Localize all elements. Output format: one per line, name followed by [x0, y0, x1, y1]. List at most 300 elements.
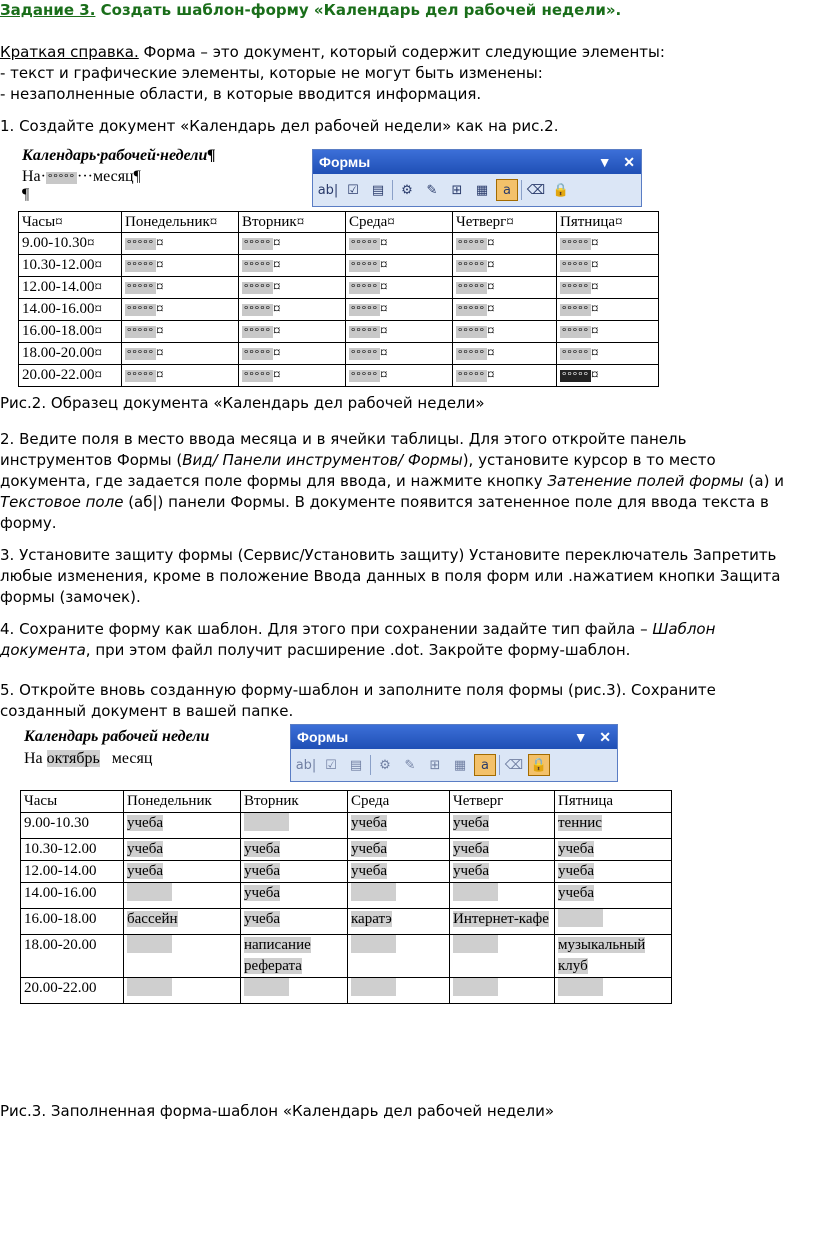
toolbar-controls	[574, 725, 611, 749]
form-field[interactable]: °°°°°	[562, 260, 589, 272]
figure-2-title: Календарь·рабочей·недели¶	[22, 147, 216, 164]
form-field[interactable]: учеба	[127, 841, 163, 857]
button-name: Затенение полей формы	[547, 472, 744, 490]
file-type: Шаблон	[652, 620, 716, 638]
form-field[interactable]: учеба	[351, 815, 387, 831]
form-field[interactable]: учеба	[244, 863, 280, 879]
cell-mark: ¤	[380, 279, 388, 295]
cell-mark: ¤	[273, 323, 281, 339]
toolbar-title: Формы	[297, 729, 349, 745]
form-cell	[557, 277, 659, 299]
form-field[interactable]: музыкальный клуб	[558, 937, 646, 974]
day-cell	[241, 978, 348, 1004]
form-field[interactable]: °°°°°	[458, 282, 485, 294]
reset-fields-icon[interactable]: ⌫	[526, 182, 546, 198]
step-5-line-2: созданный документ в вашей папке.	[0, 702, 294, 720]
day-cell	[555, 935, 672, 978]
table-row	[19, 343, 659, 365]
form-field[interactable]: °°°°°	[562, 370, 589, 382]
time-cell: 20.00-22.00¤	[19, 365, 122, 387]
header-cell: Четверг	[450, 791, 555, 813]
cell-mark: ¤	[156, 301, 164, 317]
month-field[interactable]: °°°°°	[47, 172, 75, 184]
form-field[interactable]: Интернет-кафе	[453, 911, 549, 927]
form-cell	[239, 233, 346, 255]
cell-mark: ¤	[156, 235, 164, 251]
toolbar-controls	[598, 150, 635, 174]
cell-mark: ¤	[591, 345, 599, 361]
form-field[interactable]: бассейн	[127, 911, 178, 927]
form-field[interactable]: °°°°°	[562, 238, 589, 250]
empty-form-field[interactable]	[127, 978, 172, 996]
form-field[interactable]: °°°°°	[244, 282, 271, 294]
reset-fields-icon[interactable]: ⌫	[504, 757, 524, 773]
time-cell: 12.00-14.00	[21, 861, 124, 883]
form-field[interactable]: °°°°°	[351, 348, 378, 360]
month-prefix: На·	[22, 168, 46, 185]
cell-mark: ¤	[156, 257, 164, 273]
table-row	[19, 365, 659, 387]
insert-table-icon[interactable]: ⊞	[451, 182, 463, 198]
day-cell	[241, 861, 348, 883]
header-cell: Пятница¤	[557, 212, 659, 233]
day-cell	[348, 861, 450, 883]
cell-mark: ¤	[380, 235, 388, 251]
form-cell	[239, 343, 346, 365]
step-3-line-1: 3. Установите защиту формы (Сервис/Установить защиту) Установите переключатель Запретить	[0, 546, 777, 564]
table-row	[21, 883, 672, 909]
form-field[interactable]: °°°°°	[458, 370, 485, 382]
form-field[interactable]: °°°°°	[127, 370, 154, 382]
day-cell	[555, 883, 672, 909]
day-cell	[450, 978, 555, 1004]
form-cell	[557, 343, 659, 365]
task-heading	[0, 0, 621, 21]
day-cell	[555, 978, 672, 1004]
cell-mark: ¤	[591, 323, 599, 339]
form-field[interactable]: °°°°°	[351, 326, 378, 338]
toolbar-titlebar	[291, 725, 617, 749]
bullet-2: - незаполненные области, в которые вводится информация.	[0, 85, 482, 103]
step-5-line-1: 5. Откройте вновь созданную форму-шаблон и заполните поля формы (рис.3). Сохраните	[0, 681, 716, 699]
field-options-icon[interactable]: ⚙	[379, 757, 391, 773]
table-row	[21, 813, 672, 839]
form-field[interactable]: °°°°°	[244, 260, 271, 272]
file-type: документа	[0, 641, 86, 659]
form-field[interactable]: учеба	[244, 885, 280, 901]
help-label: Краткая справка.	[0, 43, 139, 61]
field-options-icon[interactable]: ⚙	[401, 182, 413, 198]
day-cell	[555, 813, 672, 839]
form-cell	[557, 299, 659, 321]
day-cell	[348, 883, 450, 909]
step-3-line-2: любые изменения, кроме в положение Ввода данных в поля форм или .нажатием кнопки Защита	[0, 567, 781, 585]
cell-mark: ¤	[380, 345, 388, 361]
day-cell	[450, 883, 555, 909]
table-row	[21, 909, 672, 935]
form-cell	[239, 299, 346, 321]
form-field[interactable]: °°°°°	[244, 348, 271, 360]
form-cell	[346, 299, 453, 321]
form-field[interactable]: °°°°°	[562, 326, 589, 338]
task-number: Задание 3.	[0, 1, 96, 19]
text: , при этом файл получит расширение .dot. Закройте форму-шаблон.	[85, 641, 631, 659]
day-cell	[241, 839, 348, 861]
text: (аб|) панели Формы. В документе появится затененное поле для ввода текста в	[123, 493, 769, 511]
header-cell: Пятница	[555, 791, 672, 813]
caption-figure-2: Рис.2. Образец документа «Календарь дел рабочей недели»	[0, 394, 485, 412]
form-cell	[557, 321, 659, 343]
header-cell: Часы	[21, 791, 124, 813]
form-field[interactable]: учеба	[351, 863, 387, 879]
empty-form-field[interactable]	[558, 978, 603, 996]
form-cell	[557, 233, 659, 255]
table-header-row	[21, 791, 672, 813]
form-field[interactable]: °°°°°	[458, 348, 485, 360]
time-cell: 9.00-10.30	[21, 813, 124, 839]
empty-form-field[interactable]	[127, 883, 172, 901]
dropdown-field-icon[interactable]: ▤	[349, 757, 363, 773]
header-cell: Вторник	[241, 791, 348, 813]
time-cell: 12.00-14.00¤	[19, 277, 122, 299]
shading-button[interactable]: a	[474, 754, 496, 776]
separator	[392, 180, 393, 200]
bullet-1: - текст и графические элементы, которые не могут быть изменены:	[0, 64, 543, 82]
form-field[interactable]: °°°°°	[244, 238, 271, 250]
help-line	[0, 42, 665, 63]
step-1: 1. Создайте документ «Календарь дел рабочей недели» как на рис.2.	[0, 117, 559, 135]
table-row	[19, 255, 659, 277]
form-cell	[239, 255, 346, 277]
figure-3-title: Календарь рабочей недели	[24, 728, 210, 745]
form-field[interactable]: учеба	[453, 841, 489, 857]
cell-mark: ¤	[273, 367, 281, 383]
form-field[interactable]: °°°°°	[351, 304, 378, 316]
schedule-template-table	[18, 211, 659, 387]
task-title: Создать шаблон-форму «Календарь дел рабочей недели».	[95, 1, 622, 19]
help-text: Форма – это документ, который содержит следующие элементы:	[138, 43, 665, 61]
day-cell	[124, 909, 241, 935]
cell-mark: ¤	[273, 257, 281, 273]
form-field[interactable]: учеба	[127, 815, 163, 831]
day-cell	[450, 909, 555, 935]
form-cell	[122, 321, 239, 343]
form-field[interactable]: °°°°°	[458, 238, 485, 250]
form-field[interactable]: написание реферата	[244, 937, 311, 974]
form-field[interactable]: °°°°°	[351, 370, 378, 382]
time-cell: 20.00-22.00	[21, 978, 124, 1004]
form-field[interactable]: учеба	[453, 815, 489, 831]
forms-toolbar	[312, 149, 642, 207]
step-2-line-1: 2. Ведите поля в место ввода месяца и в ячейки таблицы. Для этого откройте панель	[0, 430, 687, 448]
form-field[interactable]: °°°°°	[127, 326, 154, 338]
time-cell: 10.30-12.00¤	[19, 255, 122, 277]
table-row	[21, 978, 672, 1004]
text: 4. Сохраните форму как шаблон. Для этого при сохранении задайте тип файла –	[0, 620, 653, 638]
cell-mark: ¤	[380, 301, 388, 317]
draw-table-icon[interactable]: ✎	[404, 757, 416, 773]
form-field[interactable]: °°°°°	[127, 282, 154, 294]
form-cell	[346, 233, 453, 255]
step-2-line-4	[0, 492, 769, 513]
form-field[interactable]: °°°°°	[562, 282, 589, 294]
table-row	[21, 839, 672, 861]
form-field[interactable]: учеба	[558, 841, 594, 857]
insert-table-icon[interactable]: ⊞	[429, 757, 441, 773]
cell-mark: ¤	[156, 367, 164, 383]
text: (a) и	[743, 472, 784, 490]
form-field[interactable]: учеба	[453, 863, 489, 879]
header-cell: Четверг¤	[453, 212, 557, 233]
form-field[interactable]: учеба	[127, 863, 163, 879]
text: ), установите курсор в то место	[462, 451, 716, 469]
insert-frame-icon[interactable]: ▦	[453, 757, 467, 773]
table-row	[19, 233, 659, 255]
cell-mark: ¤	[591, 301, 599, 317]
time-cell: 16.00-18.00¤	[19, 321, 122, 343]
checkbox-field-icon[interactable]: ☑	[347, 182, 359, 198]
day-cell	[241, 813, 348, 839]
text-field-button[interactable]: ab|	[295, 757, 317, 773]
paragraph-mark: ¶	[22, 186, 30, 203]
forms-toolbar	[290, 724, 618, 782]
form-cell	[453, 233, 557, 255]
form-cell	[453, 365, 557, 387]
form-cell	[122, 365, 239, 387]
step-3-line-3: формы (замочек).	[0, 588, 141, 606]
form-cell	[122, 277, 239, 299]
form-field[interactable]: °°°°°	[244, 304, 271, 316]
day-cell	[450, 813, 555, 839]
cell-mark: ¤	[487, 345, 495, 361]
table-row	[19, 299, 659, 321]
form-field[interactable]: теннис	[558, 815, 602, 831]
form-field[interactable]: °°°°°	[458, 304, 485, 316]
form-cell	[239, 321, 346, 343]
form-cell	[453, 321, 557, 343]
caption-figure-3: Рис.3. Заполненная форма-шаблон «Календарь дел рабочей недели»	[0, 1102, 555, 1120]
cell-mark: ¤	[487, 235, 495, 251]
form-field[interactable]: °°°°°	[127, 260, 154, 272]
day-cell	[348, 813, 450, 839]
cell-mark: ¤	[273, 235, 281, 251]
form-field[interactable]: °°°°°	[351, 260, 378, 272]
shading-button[interactable]: a	[496, 179, 518, 201]
cell-mark: ¤	[273, 279, 281, 295]
toolbar-titlebar	[313, 150, 641, 174]
day-cell	[241, 909, 348, 935]
form-cell	[346, 255, 453, 277]
day-cell	[348, 839, 450, 861]
day-cell	[450, 935, 555, 978]
header-cell: Вторник¤	[239, 212, 346, 233]
figure-2-month-line	[22, 168, 141, 186]
cell-mark: ¤	[380, 257, 388, 273]
empty-form-field[interactable]	[453, 978, 498, 996]
dropdown-field-icon[interactable]: ▤	[371, 182, 385, 198]
time-cell: 16.00-18.00	[21, 909, 124, 935]
time-cell: 14.00-16.00	[21, 883, 124, 909]
insert-frame-icon[interactable]: ▦	[475, 182, 489, 198]
cell-mark: ¤	[591, 367, 599, 383]
form-cell	[122, 343, 239, 365]
table-header-row	[19, 212, 659, 233]
day-cell	[555, 861, 672, 883]
toolbar-menu-icon[interactable]: ▼	[573, 729, 588, 745]
form-cell	[453, 255, 557, 277]
text: документа, где задается поле формы для ввода, и нажмите кнопку	[0, 472, 548, 490]
draw-table-icon[interactable]: ✎	[426, 182, 438, 198]
step-2-line-5: форму.	[0, 514, 57, 532]
close-icon[interactable]: ✕	[599, 729, 611, 745]
form-field[interactable]: °°°°°	[351, 238, 378, 250]
toolbar-buttons	[291, 749, 617, 781]
lock-icon[interactable]: 🔒	[528, 754, 550, 776]
form-field[interactable]: каратэ	[351, 911, 392, 927]
form-cell	[122, 233, 239, 255]
form-cell	[557, 365, 659, 387]
schedule-filled-table	[20, 790, 672, 1004]
time-cell: 18.00-20.00¤	[19, 343, 122, 365]
form-cell	[122, 255, 239, 277]
month-suffix: месяц	[99, 750, 153, 767]
header-cell: Среда	[348, 791, 450, 813]
cell-mark: ¤	[156, 323, 164, 339]
form-field[interactable]: °°°°°	[351, 282, 378, 294]
form-field[interactable]: учеба	[244, 841, 280, 857]
header-cell: Понедельник	[124, 791, 241, 813]
cell-mark: ¤	[487, 323, 495, 339]
empty-form-field[interactable]	[244, 978, 289, 996]
month-value[interactable]: октябрь	[46, 750, 100, 767]
empty-form-field[interactable]	[453, 935, 498, 953]
day-cell	[124, 935, 241, 978]
cell-mark: ¤	[156, 279, 164, 295]
day-cell	[348, 978, 450, 1004]
toolbar-buttons	[313, 174, 641, 206]
month-prefix: На	[24, 750, 47, 767]
toolbar-title: Формы	[319, 154, 371, 170]
form-field[interactable]: °°°°°	[127, 348, 154, 360]
lock-icon[interactable]: 🔒	[552, 182, 570, 198]
cell-mark: ¤	[380, 367, 388, 383]
day-cell	[124, 883, 241, 909]
table-row	[19, 321, 659, 343]
header-cell: Понедельник¤	[122, 212, 239, 233]
form-field[interactable]: °°°°°	[127, 304, 154, 316]
cell-mark: ¤	[487, 279, 495, 295]
header-cell: Среда¤	[346, 212, 453, 233]
text-field-button[interactable]: ab|	[317, 182, 339, 198]
separator	[521, 180, 522, 200]
cell-mark: ¤	[156, 345, 164, 361]
form-cell	[453, 299, 557, 321]
day-cell	[555, 909, 672, 935]
month-suffix: ···месяц¶	[76, 168, 141, 185]
time-cell: 14.00-16.00¤	[19, 299, 122, 321]
form-cell	[453, 343, 557, 365]
form-field[interactable]: учеба	[351, 841, 387, 857]
table-row	[21, 935, 672, 978]
empty-form-field[interactable]	[351, 935, 396, 953]
checkbox-field-icon[interactable]: ☑	[325, 757, 337, 773]
cell-mark: ¤	[273, 345, 281, 361]
day-cell	[241, 883, 348, 909]
separator	[499, 755, 500, 775]
form-cell	[346, 321, 453, 343]
empty-form-field[interactable]	[244, 813, 289, 831]
toolbar-menu-icon[interactable]: ▼	[597, 154, 612, 170]
form-field[interactable]: учеба	[558, 885, 594, 901]
form-field[interactable]: °°°°°	[562, 304, 589, 316]
menu-path: Вид/ Панели инструментов/ Формы	[182, 451, 463, 469]
form-field[interactable]: учеба	[244, 911, 280, 927]
header-cell: Часы¤	[19, 212, 122, 233]
step-2-line-2	[0, 450, 716, 471]
form-field[interactable]: °°°°°	[458, 326, 485, 338]
cell-mark: ¤	[380, 323, 388, 339]
cell-mark: ¤	[487, 257, 495, 273]
empty-form-field[interactable]	[127, 935, 172, 953]
day-cell	[124, 813, 241, 839]
step-4-line-1	[0, 619, 715, 640]
cell-mark: ¤	[487, 301, 495, 317]
cell-mark: ¤	[273, 301, 281, 317]
form-cell	[346, 365, 453, 387]
form-field[interactable]: °°°°°	[244, 326, 271, 338]
table-row	[19, 277, 659, 299]
day-cell	[124, 839, 241, 861]
form-field[interactable]: °°°°°	[458, 260, 485, 272]
text: инструментов Формы (	[0, 451, 183, 469]
time-cell: 10.30-12.00	[21, 839, 124, 861]
close-icon[interactable]: ✕	[623, 154, 635, 170]
empty-form-field[interactable]	[351, 978, 396, 996]
form-field[interactable]: °°°°°	[127, 238, 154, 250]
form-cell	[557, 255, 659, 277]
empty-form-field[interactable]	[453, 883, 498, 901]
day-cell	[241, 935, 348, 978]
form-cell	[122, 299, 239, 321]
day-cell	[450, 861, 555, 883]
form-field[interactable]: °°°°°	[562, 348, 589, 360]
day-cell	[555, 839, 672, 861]
day-cell	[124, 978, 241, 1004]
step-4-line-2	[0, 640, 630, 661]
day-cell	[124, 861, 241, 883]
cell-mark: ¤	[487, 367, 495, 383]
form-cell	[239, 277, 346, 299]
button-name: Текстовое поле	[0, 493, 124, 511]
figure-2	[18, 143, 682, 389]
step-2-line-3	[0, 471, 784, 492]
form-field[interactable]: °°°°°	[244, 370, 271, 382]
separator	[370, 755, 371, 775]
form-field[interactable]: учеба	[558, 863, 594, 879]
form-cell	[239, 365, 346, 387]
time-cell: 9.00-10.30¤	[19, 233, 122, 255]
day-cell	[450, 839, 555, 861]
form-cell	[346, 277, 453, 299]
empty-form-field[interactable]	[351, 883, 396, 901]
cell-mark: ¤	[591, 235, 599, 251]
cell-mark: ¤	[591, 279, 599, 295]
day-cell	[348, 909, 450, 935]
day-cell	[348, 935, 450, 978]
figure-3	[18, 722, 690, 1100]
figure-3-month-line	[24, 750, 152, 768]
empty-form-field[interactable]	[558, 909, 603, 927]
